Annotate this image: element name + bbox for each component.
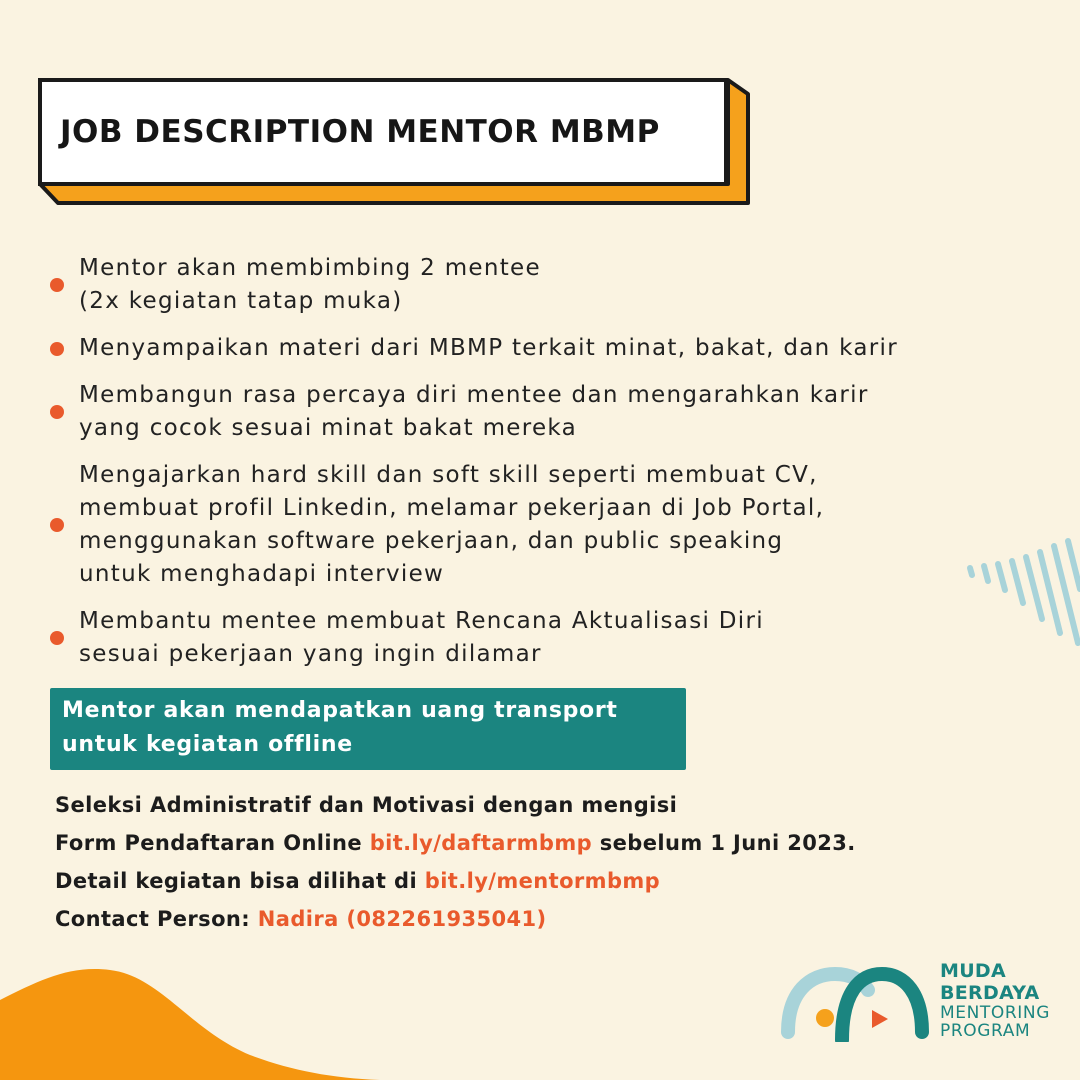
contact-line — [55, 900, 856, 938]
register-link[interactable]: bit.ly/daftarmbmp — [369, 831, 593, 855]
list-item — [50, 459, 990, 591]
detail-line — [55, 862, 856, 900]
contact-label: Contact Person: — [55, 907, 258, 931]
detail-link[interactable]: bit.ly/mentormbmp — [424, 869, 661, 893]
title-box — [38, 78, 728, 186]
decorative-stripes-icon — [962, 535, 1080, 665]
list-item-line: Membantu mentee membuat Rencana Aktualisasi Diri — [79, 608, 764, 634]
list-item — [50, 379, 990, 445]
list-item — [50, 332, 990, 365]
list-item-line: Menyampaikan materi dari MBMP terkait minat, bakat, dan karir — [79, 335, 898, 361]
list-item-line: untuk menghadapi interview — [79, 561, 445, 587]
brand-logo — [940, 960, 1050, 1040]
list-item-line: membuat profil Linkedin, melamar pekerjaan di Job Portal, — [79, 495, 825, 521]
list-item-text — [79, 252, 541, 318]
list-item-text — [79, 332, 898, 365]
registration-deadline: sebelum 1 Juni 2023. — [592, 831, 856, 855]
list-item-line: Mengajarkan hard skill dan soft skill seperti membuat CV, — [79, 462, 818, 488]
logo-line: BERDAYA — [940, 982, 1040, 1004]
selection-line — [55, 786, 856, 824]
decorative-wave-shape — [0, 960, 400, 1080]
selection-text: Seleksi Administratif dan Motivasi dengan mengisi — [55, 793, 678, 817]
logo-line: MUDA — [940, 960, 1007, 982]
list-item — [50, 252, 990, 318]
list-item-text — [79, 379, 869, 445]
list-item-line: Mentor akan membimbing 2 mentee — [79, 255, 541, 281]
registration-line — [55, 824, 856, 862]
detail-prefix: Detail kegiatan bisa dilihat di — [55, 869, 425, 893]
logo-line: MENTORING — [940, 1003, 1051, 1023]
list-item-line: Membangun rasa percaya diri mentee dan mengarahkan karir — [79, 382, 869, 408]
muda-berdaya-logo-icon — [780, 962, 930, 1042]
registration-info — [55, 786, 856, 938]
registration-prefix: Form Pendaftaran Online — [55, 831, 370, 855]
page-title: JOB DESCRIPTION MENTOR MBMP — [60, 114, 660, 150]
logo-line: PROGRAM — [940, 1021, 1031, 1041]
highlight-line: untuk kegiatan offline — [62, 732, 353, 757]
list-item — [50, 605, 990, 671]
list-item-line: sesuai pekerjaan yang ingin dilamar — [79, 641, 542, 667]
list-item-text — [79, 605, 764, 671]
bullet-dot-icon — [50, 342, 64, 356]
transport-highlight-box — [50, 688, 686, 770]
job-description-list — [50, 252, 990, 685]
highlight-line: Mentor akan mendapatkan uang transport — [62, 698, 618, 723]
list-item-line: menggunakan software pekerjaan, dan public speaking — [79, 528, 784, 554]
list-item-line: (2x kegiatan tatap muka) — [79, 288, 403, 314]
list-item-text — [79, 459, 824, 591]
contact-person: Nadira (082261935041) — [257, 907, 547, 931]
bullet-dot-icon — [50, 631, 64, 645]
bullet-dot-icon — [50, 405, 64, 419]
bullet-dot-icon — [50, 518, 64, 532]
list-item-line: yang cocok sesuai minat bakat mereka — [79, 415, 578, 441]
bullet-dot-icon — [50, 278, 64, 292]
title-banner — [38, 78, 750, 205]
